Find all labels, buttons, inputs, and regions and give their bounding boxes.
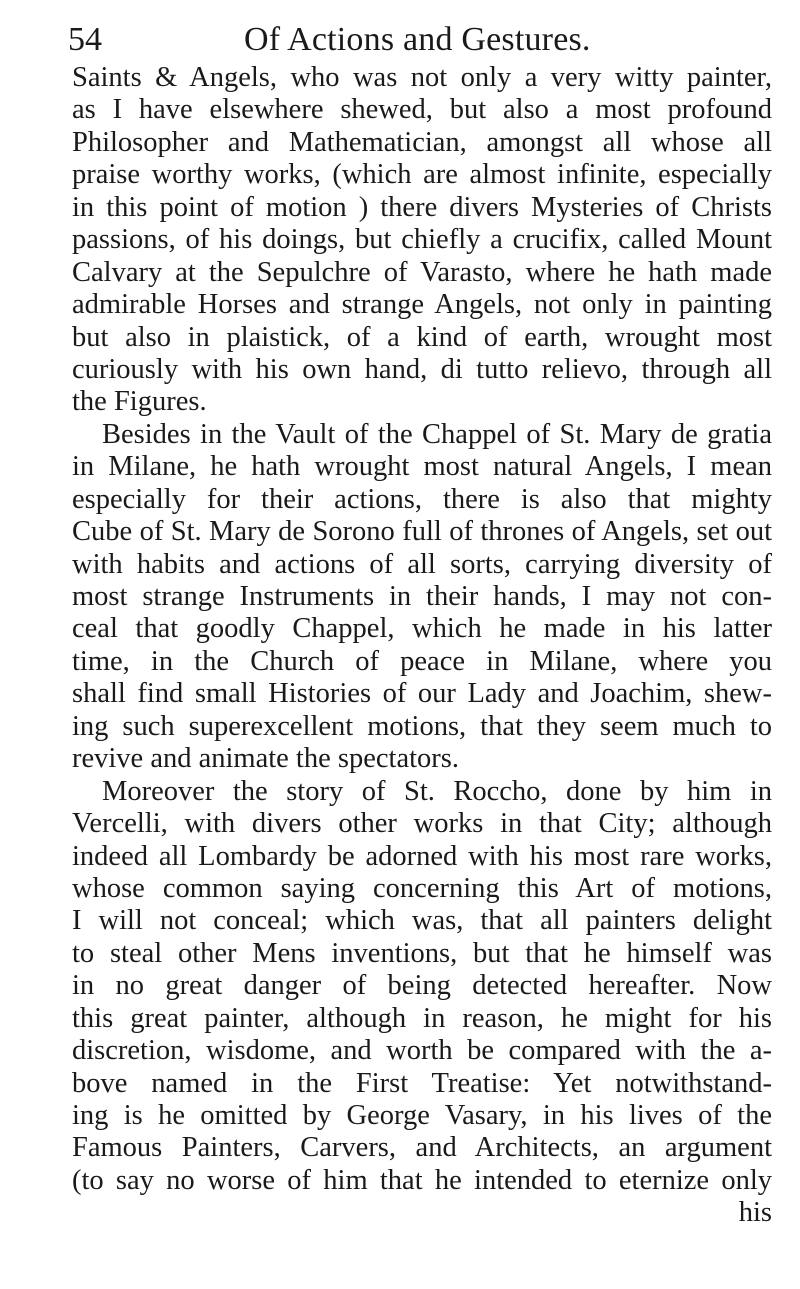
text-line: discretion, wisdome, and worth be compared with the a-: [72, 1035, 772, 1067]
catchword: his: [738, 1197, 772, 1229]
text-line: curiously with his own hand, di tutto relievo, through all: [72, 353, 772, 385]
text-line: in Milane, he hath wrought most natural Angels, I mean: [72, 451, 772, 483]
text-line: Cube of St. Mary de Sorono full of thrones of Angels, set out: [72, 516, 772, 548]
text-line: the Figures.: [72, 386, 207, 418]
page-header: [68, 18, 768, 58]
text-line: bove named in the First Treatise: Yet notwithstand-: [72, 1067, 772, 1099]
text-line: Famous Painters, Carvers, and Architects, an argument: [72, 1132, 772, 1164]
text-line: ing is he omitted by George Vasary, in his lives of the: [72, 1100, 772, 1131]
paragraph-start-line: Moreover the story of St. Roccho, done by him in: [102, 775, 772, 807]
text-line: ing such superexcellent motions, that they seem much to: [72, 710, 772, 742]
text-line: indeed all Lombardy be adorned with his most rare works,: [72, 840, 772, 872]
text-line: especially for their actions, there is also that mighty: [72, 483, 772, 515]
text-line: admirable Horses and strange Angels, not only in painting: [72, 289, 772, 321]
text-line: (to say no worse of him that he intended to eternize only: [72, 1164, 772, 1196]
paragraph-start-line: Besides in the Vault of the Chappel of St. Mary de gratia: [102, 418, 772, 450]
text-line: but also in plaistick, of a kind of earth, wrought most: [72, 321, 772, 353]
body-text: [72, 62, 772, 1230]
text-line: Saints & Angels, who was not only a very witty painter,: [72, 62, 772, 93]
text-line: time, in the Church of peace in Milane, where you: [72, 645, 772, 677]
text-line: with habits and actions of all sorts, carrying diversity of: [72, 548, 772, 580]
running-title: Of Actions and Gestures.: [244, 21, 591, 58]
text-line: praise worthy works, (which are almost infinite, especially: [72, 159, 772, 191]
text-line: to steal other Mens inventions, but that he himself was: [72, 937, 772, 969]
text-line: Vercelli, with divers other works in that City; although: [72, 808, 772, 840]
text-line: most strange Instruments in their hands, I may not con-: [72, 581, 772, 612]
text-line: whose common saying concerning this Art of motions,: [72, 872, 772, 904]
text-line: passions, of his doings, but chiefly a crucifix, called Mount: [72, 224, 772, 256]
text-line: this great painter, although in reason, he might for his: [72, 1002, 772, 1034]
text-line: I will not conceal; which was, that all painters delight: [72, 905, 772, 937]
text-line: ceal that goodly Chappel, which he made in his latter: [72, 613, 772, 645]
text-line: shall find small Histories of our Lady and Joachim, shew-: [72, 678, 772, 710]
text-line: revive and animate the spectators.: [72, 743, 459, 775]
text-line: Philosopher and Mathematician, amongst all whose all: [72, 126, 772, 158]
text-line: in this point of motion ) there divers Mysteries of Christs: [72, 191, 772, 223]
text-line: as I have elsewhere shewed, but also a most profound: [72, 94, 772, 126]
text-line: Calvary at the Sepulchre of Varasto, where he hath made: [72, 256, 772, 288]
page-number: 54: [68, 21, 102, 58]
text-line: in no great danger of being detected hereafter. Now: [72, 970, 772, 1002]
